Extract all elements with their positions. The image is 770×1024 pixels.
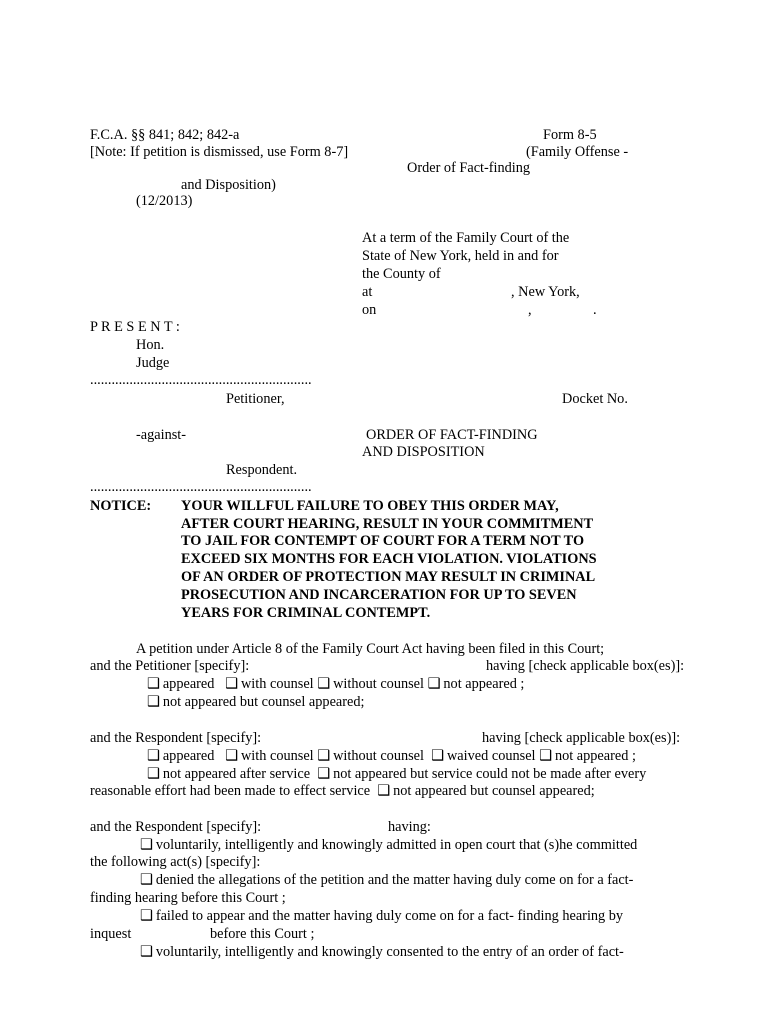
checkbox-respondent-appeared[interactable]: ❑ appeared xyxy=(147,748,215,764)
checkbox-icon: ❑ xyxy=(431,748,444,764)
order-title-line1: ORDER OF FACT-FINDING xyxy=(366,427,538,443)
petitioner-specify: and the Petitioner [specify]: xyxy=(90,658,250,674)
finding-denied-cont: finding hearing before this Court ; xyxy=(90,890,286,906)
checkbox-icon: ❑ xyxy=(147,694,160,710)
form-title-line1: (Family Offense - xyxy=(526,144,629,160)
notice-line: PROSECUTION AND INCARCERATION FOR UP TO SEVEN xyxy=(181,587,577,603)
checkbox-icon: ❑ xyxy=(317,766,331,782)
form-title-line3: and Disposition) xyxy=(181,177,276,193)
docket-label: Docket No. xyxy=(562,391,628,407)
revision-date: (12/2013) xyxy=(136,193,193,209)
court-term-line1: At a term of the Family Court of the xyxy=(362,230,570,246)
petition-intro: A petition under Article 8 of the Family Court Act having been filed in this Court; xyxy=(136,641,605,657)
notice-line: EXCEED SIX MONTHS FOR EACH VIOLATION. VIOLATIONS xyxy=(181,551,597,567)
findings-respondent-specify: and the Respondent [specify]: xyxy=(90,819,262,835)
petitioner-label: Petitioner, xyxy=(226,391,285,407)
caption-divider-top: .............................................................. xyxy=(90,372,312,388)
checkbox-icon: ❑ xyxy=(140,872,153,888)
court-date-period: . xyxy=(593,302,597,318)
against-label: -against- xyxy=(136,427,187,443)
checkbox-finding-admitted[interactable]: ❑ voluntarily, intelligently and knowingly admitted in open court that (s)he committed xyxy=(140,837,638,853)
notice-line: AFTER COURT HEARING, RESULT IN YOUR COMMITMENT xyxy=(181,516,594,532)
petitioner-having: having [check applicable box(es)]: xyxy=(486,658,685,674)
notice-label: NOTICE: xyxy=(90,498,152,514)
checkbox-icon: ❑ xyxy=(140,908,153,924)
finding-failed-inquest: inquest xyxy=(90,926,132,942)
checkbox-respondent-with-counsel[interactable]: ❑ with counsel xyxy=(225,748,314,764)
checkbox-respondent-not-appeared-counsel[interactable]: ❑ not appeared but counsel appeared; xyxy=(377,783,595,799)
notice-line: TO JAIL FOR CONTEMPT OF COURT FOR A TERM NOT TO xyxy=(181,533,585,549)
form-note: [Note: If petition is dismissed, use Form 8-7] xyxy=(90,144,349,160)
not-served-continued: reasonable effort had been made to effect service xyxy=(90,783,371,799)
court-state-suffix: , New York, xyxy=(511,284,580,300)
hon-label: Hon. xyxy=(136,337,165,353)
order-title-line2: AND DISPOSITION xyxy=(362,444,485,460)
caption-divider-bottom: .............................................................. xyxy=(90,479,312,495)
checkbox-petitioner-with-counsel[interactable]: ❑ with counsel xyxy=(225,676,314,692)
checkbox-finding-failed-to-appear[interactable]: ❑ failed to appear and the matter having duly come on for a fact- finding hearing by xyxy=(140,908,624,924)
court-at-label: at xyxy=(362,284,373,300)
respondent-having: having [check applicable box(es)]: xyxy=(482,730,681,746)
finding-failed-cont: before this Court ; xyxy=(210,926,315,942)
present-label: P R E S E N T : xyxy=(90,319,180,335)
finding-admitted-cont: the following act(s) [specify]: xyxy=(90,854,261,870)
checkbox-petitioner-without-counsel[interactable]: ❑ without counsel xyxy=(317,676,424,692)
court-on-label: on xyxy=(362,302,377,318)
checkbox-icon: ❑ xyxy=(140,944,153,960)
form-number: Form 8-5 xyxy=(543,127,597,143)
respondent-specify: and the Respondent [specify]: xyxy=(90,730,262,746)
checkbox-finding-denied[interactable]: ❑ denied the allegations of the petition and the matter having duly come on for a fact- xyxy=(140,872,634,888)
checkbox-icon: ❑ xyxy=(539,748,552,764)
notice-line: YOUR WILLFUL FAILURE TO OBEY THIS ORDER MAY, xyxy=(181,498,559,514)
checkbox-finding-consented[interactable]: ❑ voluntarily, intelligently and knowingly consented to the entry of an order of fact- xyxy=(140,944,624,960)
court-term-line3: the County of xyxy=(362,266,441,282)
notice-line: OF AN ORDER OF PROTECTION MAY RESULT IN CRIMINAL xyxy=(181,569,596,585)
respondent-service-options-cont xyxy=(90,782,595,800)
checkbox-respondent-without-counsel[interactable]: ❑ without counsel xyxy=(317,748,424,764)
checkbox-icon: ❑ xyxy=(427,676,441,692)
statute-citation: F.C.A. §§ 841; 842; 842-a xyxy=(90,127,240,143)
court-term-line2: State of New York, held in and for xyxy=(362,248,559,264)
checkbox-icon: ❑ xyxy=(317,676,331,692)
form-title-line2: Order of Fact-finding xyxy=(407,160,531,176)
checkbox-respondent-not-served[interactable]: ❑ not appeared but service could not be made after every xyxy=(317,766,647,782)
notice-line: YEARS FOR CRIMINAL CONTEMPT. xyxy=(181,605,431,621)
checkbox-respondent-not-appeared[interactable]: ❑ not appeared ; xyxy=(539,748,636,764)
checkbox-icon: ❑ xyxy=(140,837,153,853)
court-date-comma: , xyxy=(528,302,532,318)
petitioner-appearance-options xyxy=(147,675,524,693)
checkbox-icon: ❑ xyxy=(147,748,160,764)
checkbox-respondent-not-appeared-after-service[interactable]: ❑ not appeared after service xyxy=(147,766,311,782)
checkbox-icon: ❑ xyxy=(225,676,238,692)
checkbox-petitioner-not-appeared-counsel[interactable]: ❑ not appeared but counsel appeared; xyxy=(147,694,365,710)
checkbox-petitioner-appeared[interactable]: ❑ appeared xyxy=(147,676,215,692)
checkbox-respondent-waived-counsel[interactable]: ❑ waived counsel xyxy=(431,748,536,764)
respondent-label: Respondent. xyxy=(226,462,298,478)
checkbox-icon: ❑ xyxy=(225,748,238,764)
checkbox-icon: ❑ xyxy=(147,766,160,782)
checkbox-petitioner-not-appeared[interactable]: ❑ not appeared ; xyxy=(427,676,525,692)
checkbox-icon: ❑ xyxy=(377,783,391,799)
checkbox-icon: ❑ xyxy=(317,748,331,764)
judge-label: Judge xyxy=(136,355,170,371)
respondent-service-options xyxy=(147,765,646,783)
findings-having: having: xyxy=(388,819,431,835)
respondent-appearance-options xyxy=(147,747,636,765)
checkbox-icon: ❑ xyxy=(147,676,160,692)
